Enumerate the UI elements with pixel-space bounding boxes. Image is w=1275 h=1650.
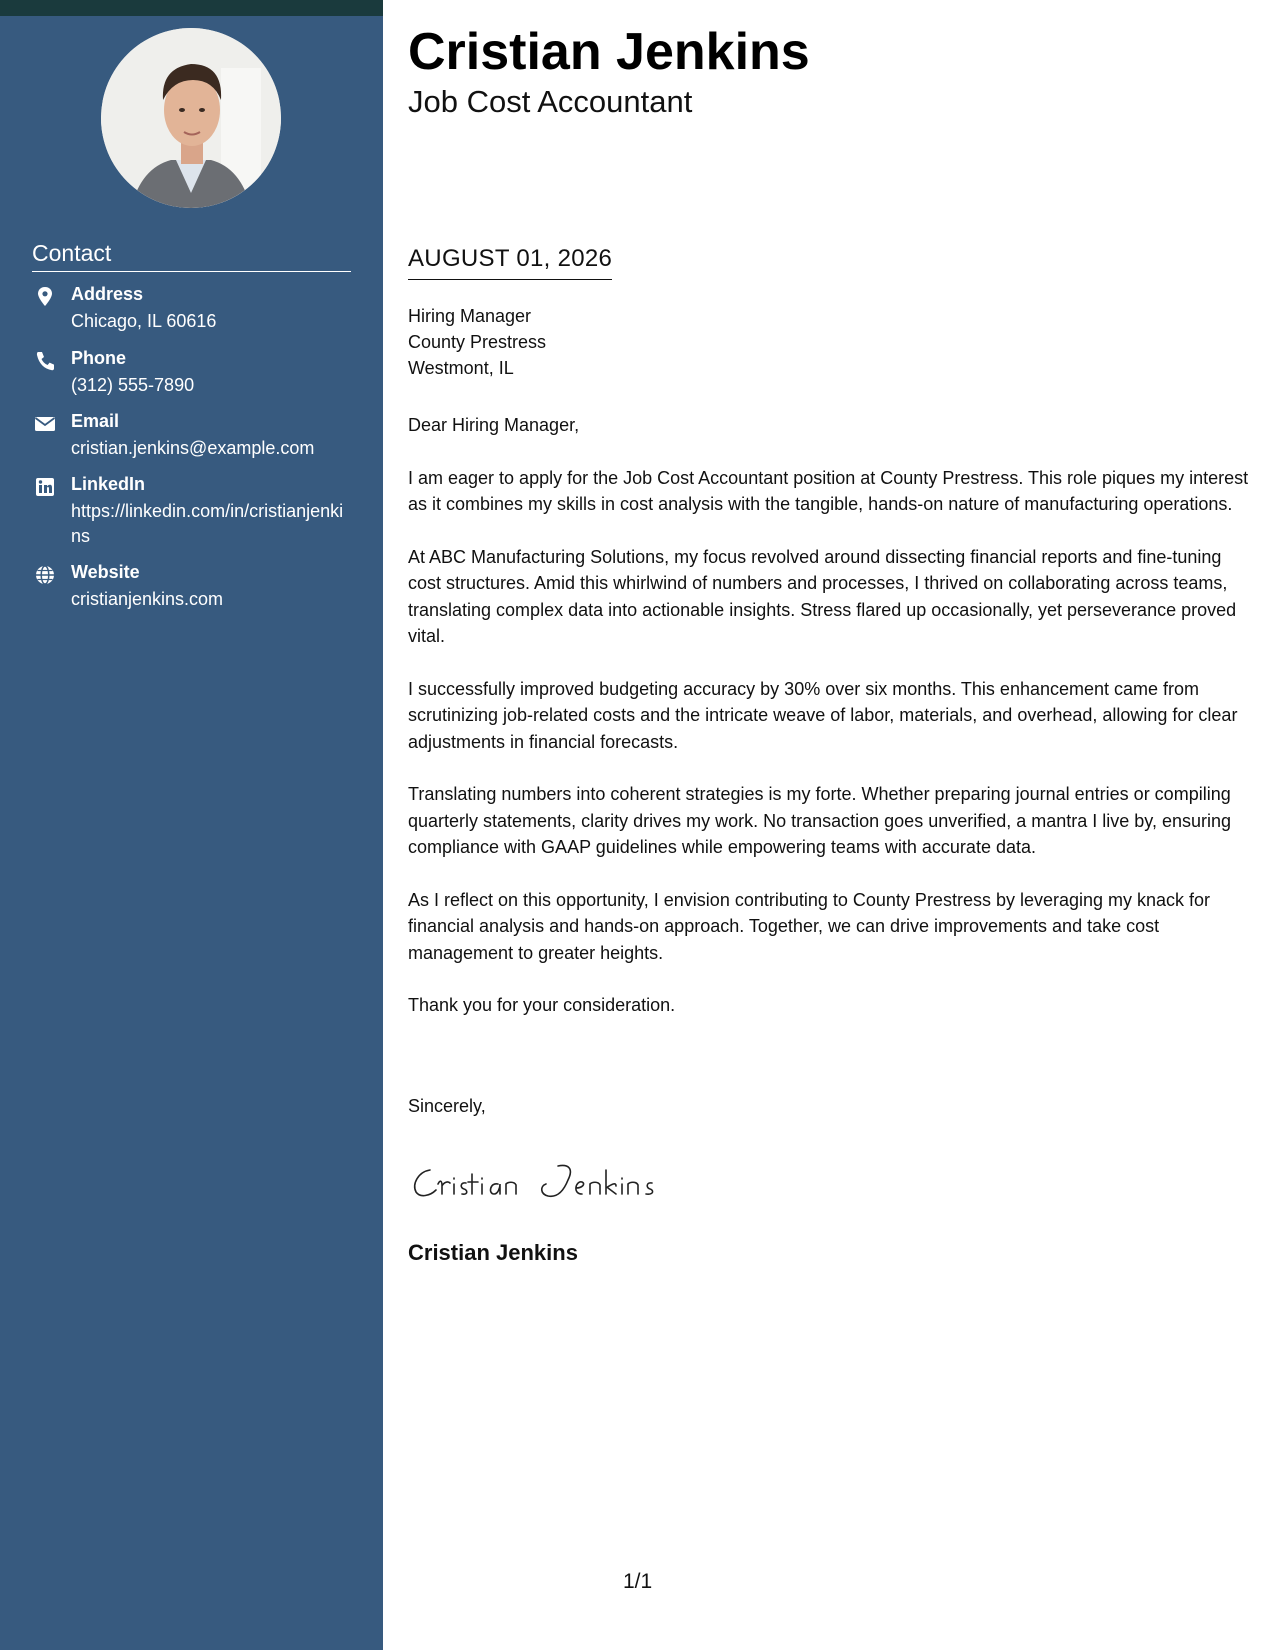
recipient-line: County Prestress (408, 332, 547, 352)
page-number: 1/1 (623, 1570, 653, 1593)
envelope-icon (32, 413, 58, 435)
letter-paragraph: At ABC Manufacturing Solutions, my focus revolved around dissecting financial reports and fine-tuning cost structures. Amid this whirlwind of numbers and processes, I thrived on collaborating across teams, translating complex data into actionable insights. Stress flared up occasionally, yet perseverance proved vital. (408, 546, 1237, 646)
recipient-line: Hiring Manager (408, 306, 532, 326)
recipient-block (408, 303, 546, 381)
linkedin-icon (32, 476, 58, 498)
recipient-line: Westmont, IL (408, 358, 514, 378)
sidebar-top-bar (0, 0, 383, 16)
letter-body (408, 412, 1253, 1045)
salutation: Dear Hiring Manager, (408, 415, 580, 435)
contact-website-value[interactable]: cristianjenkins.com (71, 589, 224, 609)
signature-image (408, 1150, 678, 1210)
sidebar (0, 0, 383, 1650)
map-pin-icon (32, 286, 58, 308)
letter-paragraph: I am eager to apply for the Job Cost Accountant position at County Prestress. This role piques my interest as it combines my skills in cost analysis with the tangible, hands-on nature of manufacturing operations. (408, 467, 1249, 514)
letter-date: AUGUST 01, 2026 (408, 245, 612, 280)
contact-address-label: Address (71, 284, 144, 304)
contact-heading: Contact (32, 240, 351, 272)
job-title: Job Cost Accountant (408, 84, 693, 119)
letter-paragraph: I successfully improved budgeting accuracy by 30% over six months. This enhancement came from scrutinizing job-related costs and the intricate weave of labor, materials, and overhead, allowing for clear adjustments in financial forecasts. (408, 678, 1238, 752)
contact-phone-value: (312) 555-7890 (71, 375, 195, 395)
globe-icon (32, 564, 58, 586)
contact-address-value: Chicago, IL 60616 (71, 311, 217, 331)
applicant-name: Cristian Jenkins (408, 23, 810, 81)
contact-email-value[interactable]: cristian.jenkins@example.com (71, 438, 315, 458)
contact-phone-label: Phone (71, 348, 127, 368)
letter-paragraph: As I reflect on this opportunity, I envision contributing to County Prestress by leveraging my knack for financial analysis and hands-on approach. Together, we can drive improvements and take cost management to greater heights. (408, 889, 1211, 963)
avatar (101, 28, 281, 208)
contact-website-label: Website (71, 562, 140, 582)
contact-email-label: Email (71, 411, 120, 431)
signer-name: Cristian Jenkins (408, 1240, 578, 1265)
closing: Sincerely, (408, 1096, 486, 1116)
phone-icon (32, 350, 58, 372)
letter-paragraph: Thank you for your consideration. (408, 995, 676, 1015)
avatar-portrait (101, 28, 281, 208)
letter-paragraph: Translating numbers into coherent strategies is my forte. Whether preparing journal entries or compiling quarterly statements, clarity drives my work. No transaction goes unverified, a mantra I live by, ensuring compliance with GAAP guidelines while empowering teams with accurate data. (408, 784, 1232, 857)
contact-linkedin-value[interactable]: https://linkedin.com/in/cristianjenkins (71, 501, 344, 546)
contact-linkedin-label: LinkedIn (71, 474, 146, 494)
